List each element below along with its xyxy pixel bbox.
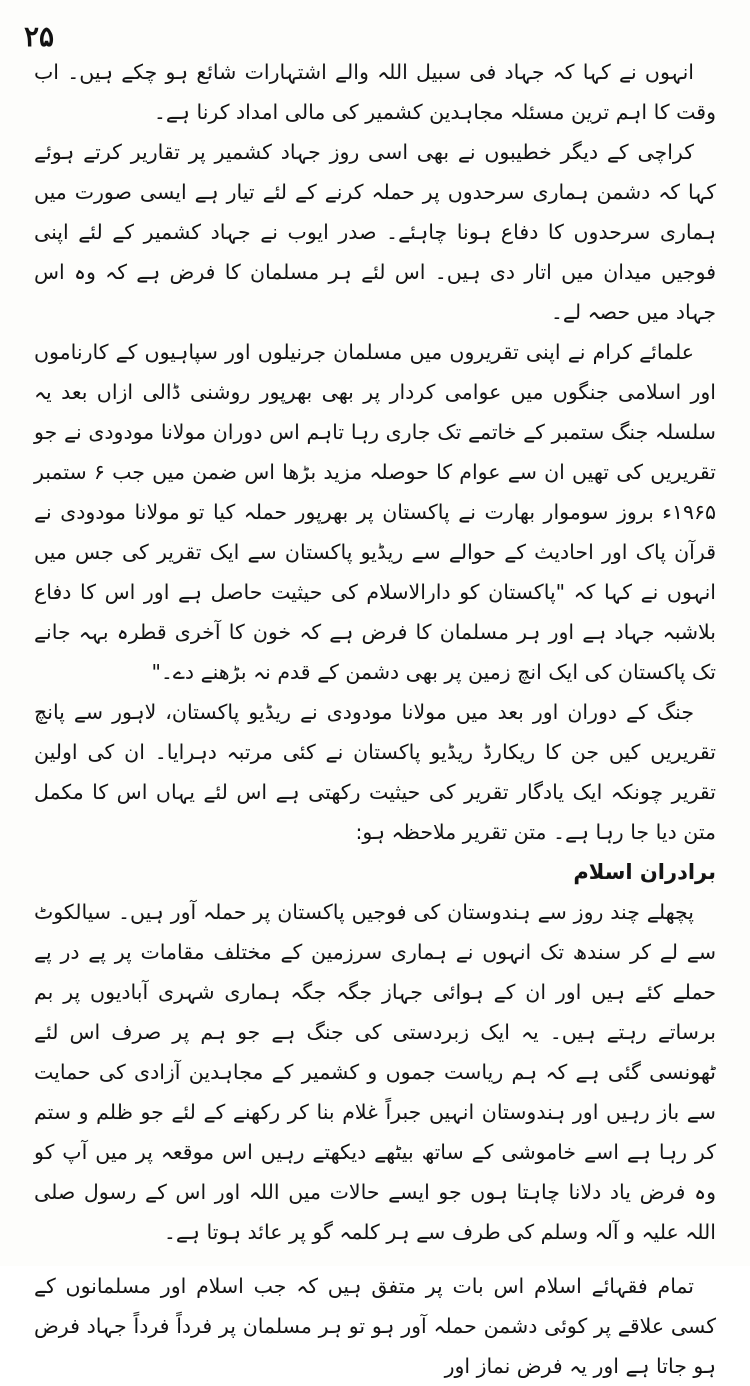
paragraph-ads-published: انہوں نے کہا کہ جہاد فی سبیل اللہ والے اشتہارات شائع ہو چکے ہیں۔ اب وقت کا اہم ترین مسئلہ مجاہدین کشمیر کی مالی امداد کرنا ہے۔ bbox=[34, 60, 716, 124]
paragraph-karachi-sermons: کراچی کے دیگر خطیبوں نے بھی اسی روز جہاد کشمیر پر تقاریر کرتے ہوئے کہا کہ دشمن ہماری سرحدوں پر حملہ کرنے کے لئے تیار ہے ایسی صورت میں ہماری سرحدوں کا دفاع ہونا چاہئے۔ صدر ایوب نے جہاد کشمیر کے لئے اپنی فوجیں میدان میں اتار دی ہیں۔ اس لئے ہر مسلمان کا فرض ہے کہ وہ اس جہاد میں حصہ لے۔ bbox=[34, 140, 716, 324]
paragraph-ulema-speeches: علمائے کرام نے اپنی تقریروں میں مسلمان جرنیلوں اور سپاہیوں کے کارناموں اور اسلامی جنگوں میں عوامی کردار پر بھی بھرپور روشنی ڈالی ازاں بعد یہ سلسلہ جنگ ستمبر کے خاتمے تک جاری رہا تاہم اس دوران مولانا مودودی نے جو تقریریں کی تھیں ان سے عوام کا حوصلہ مزید بڑھا اس ضمن میں جب ۶ ستمبر ۱۹۶۵ء بروز سوموار بھارت نے پاکستان پر بھرپور حملہ کیا تو مولانا مودودی نے قرآن پاک اور احادیث کے حوالے سے ریڈیو پاکستان سے ایک تقریر کی جس میں انہوں نے کہا کہ "پاکستان کو دارالاسلام کی حیثیت حاصل ہے اور اس کا دفاع بلاشبہ جہاد ہے اور ہر مسلمان کا فرض ہے کہ خون کا آخری قطرہ بہہ جانے تک پاکستان کی ایک انچ زمین پر بھی دشمن کے قدم نہ بڑھنے دے۔" bbox=[34, 340, 716, 684]
page-number: ۲۵ bbox=[24, 20, 55, 53]
speech-paragraph-attack: پچھلے چند روز سے ہندوستان کی فوجیں پاکستان پر حملہ آور ہیں۔ سیالکوٹ سے لے کر سندھ تک انہوں نے ہماری سرزمین کے مختلف مقامات پر پے در پے حملے کئے ہیں اور ان کے ہوائی جہاز جگہ جگہ ہماری شہری آبادیوں پر بم برساتے رہتے ہیں۔ یہ ایک زبردستی کی جنگ ہے جو ہم پر صرف اس لئے ٹھونسی گئی ہے کہ ہم ریاست جموں و کشمیر کے مجاہدین آزادی کی حمایت سے باز رہیں اور ہندوستان انہیں جبراً غلام بنا کر رکھنے کے لئے جو ظلم و ستم کر رہا ہے اسے خاموشی کے ساتھ بیٹھے دیکھتے رہیں اس موقعہ پر میں آپ کو وہ فرض یاد دلانا چاہتا ہوں جو ایسے حالات میں اللہ اور اس کے رسول صلی اللہ علیہ و آلہ وسلم کی طرف سے ہر کلمہ گو پر عائد ہوتا ہے۔ bbox=[34, 900, 716, 1244]
page-body-text bbox=[34, 52, 716, 1386]
speech-paragraph-jurists: تمام فقہائے اسلام اس بات پر متفق ہیں کہ جب اسلام اور مسلمانوں کے کسی علاقے پر کوئی دشمن حملہ آور ہو تو ہر مسلمان پر فرداً فرداً جہاد فرض ہو جاتا ہے اور یہ فرض نماز اور bbox=[34, 1274, 716, 1378]
paragraph-radio-speeches: جنگ کے دوران اور بعد میں مولانا مودودی نے ریڈیو پاکستان، لاہور سے پانچ تقریریں کیں جن کا ریکارڈ ریڈیو پاکستان نے کئی مرتبہ دہرایا۔ ان کی اولین تقریر چونکہ ایک یادگار تقریر کی حیثیت رکھتی ہے اس لئے یہاں اس کا مکمل متن دیا جا رہا ہے۔ متن تقریر ملاحظہ ہو: bbox=[34, 700, 716, 844]
speech-heading: برادران اسلام bbox=[573, 860, 716, 884]
